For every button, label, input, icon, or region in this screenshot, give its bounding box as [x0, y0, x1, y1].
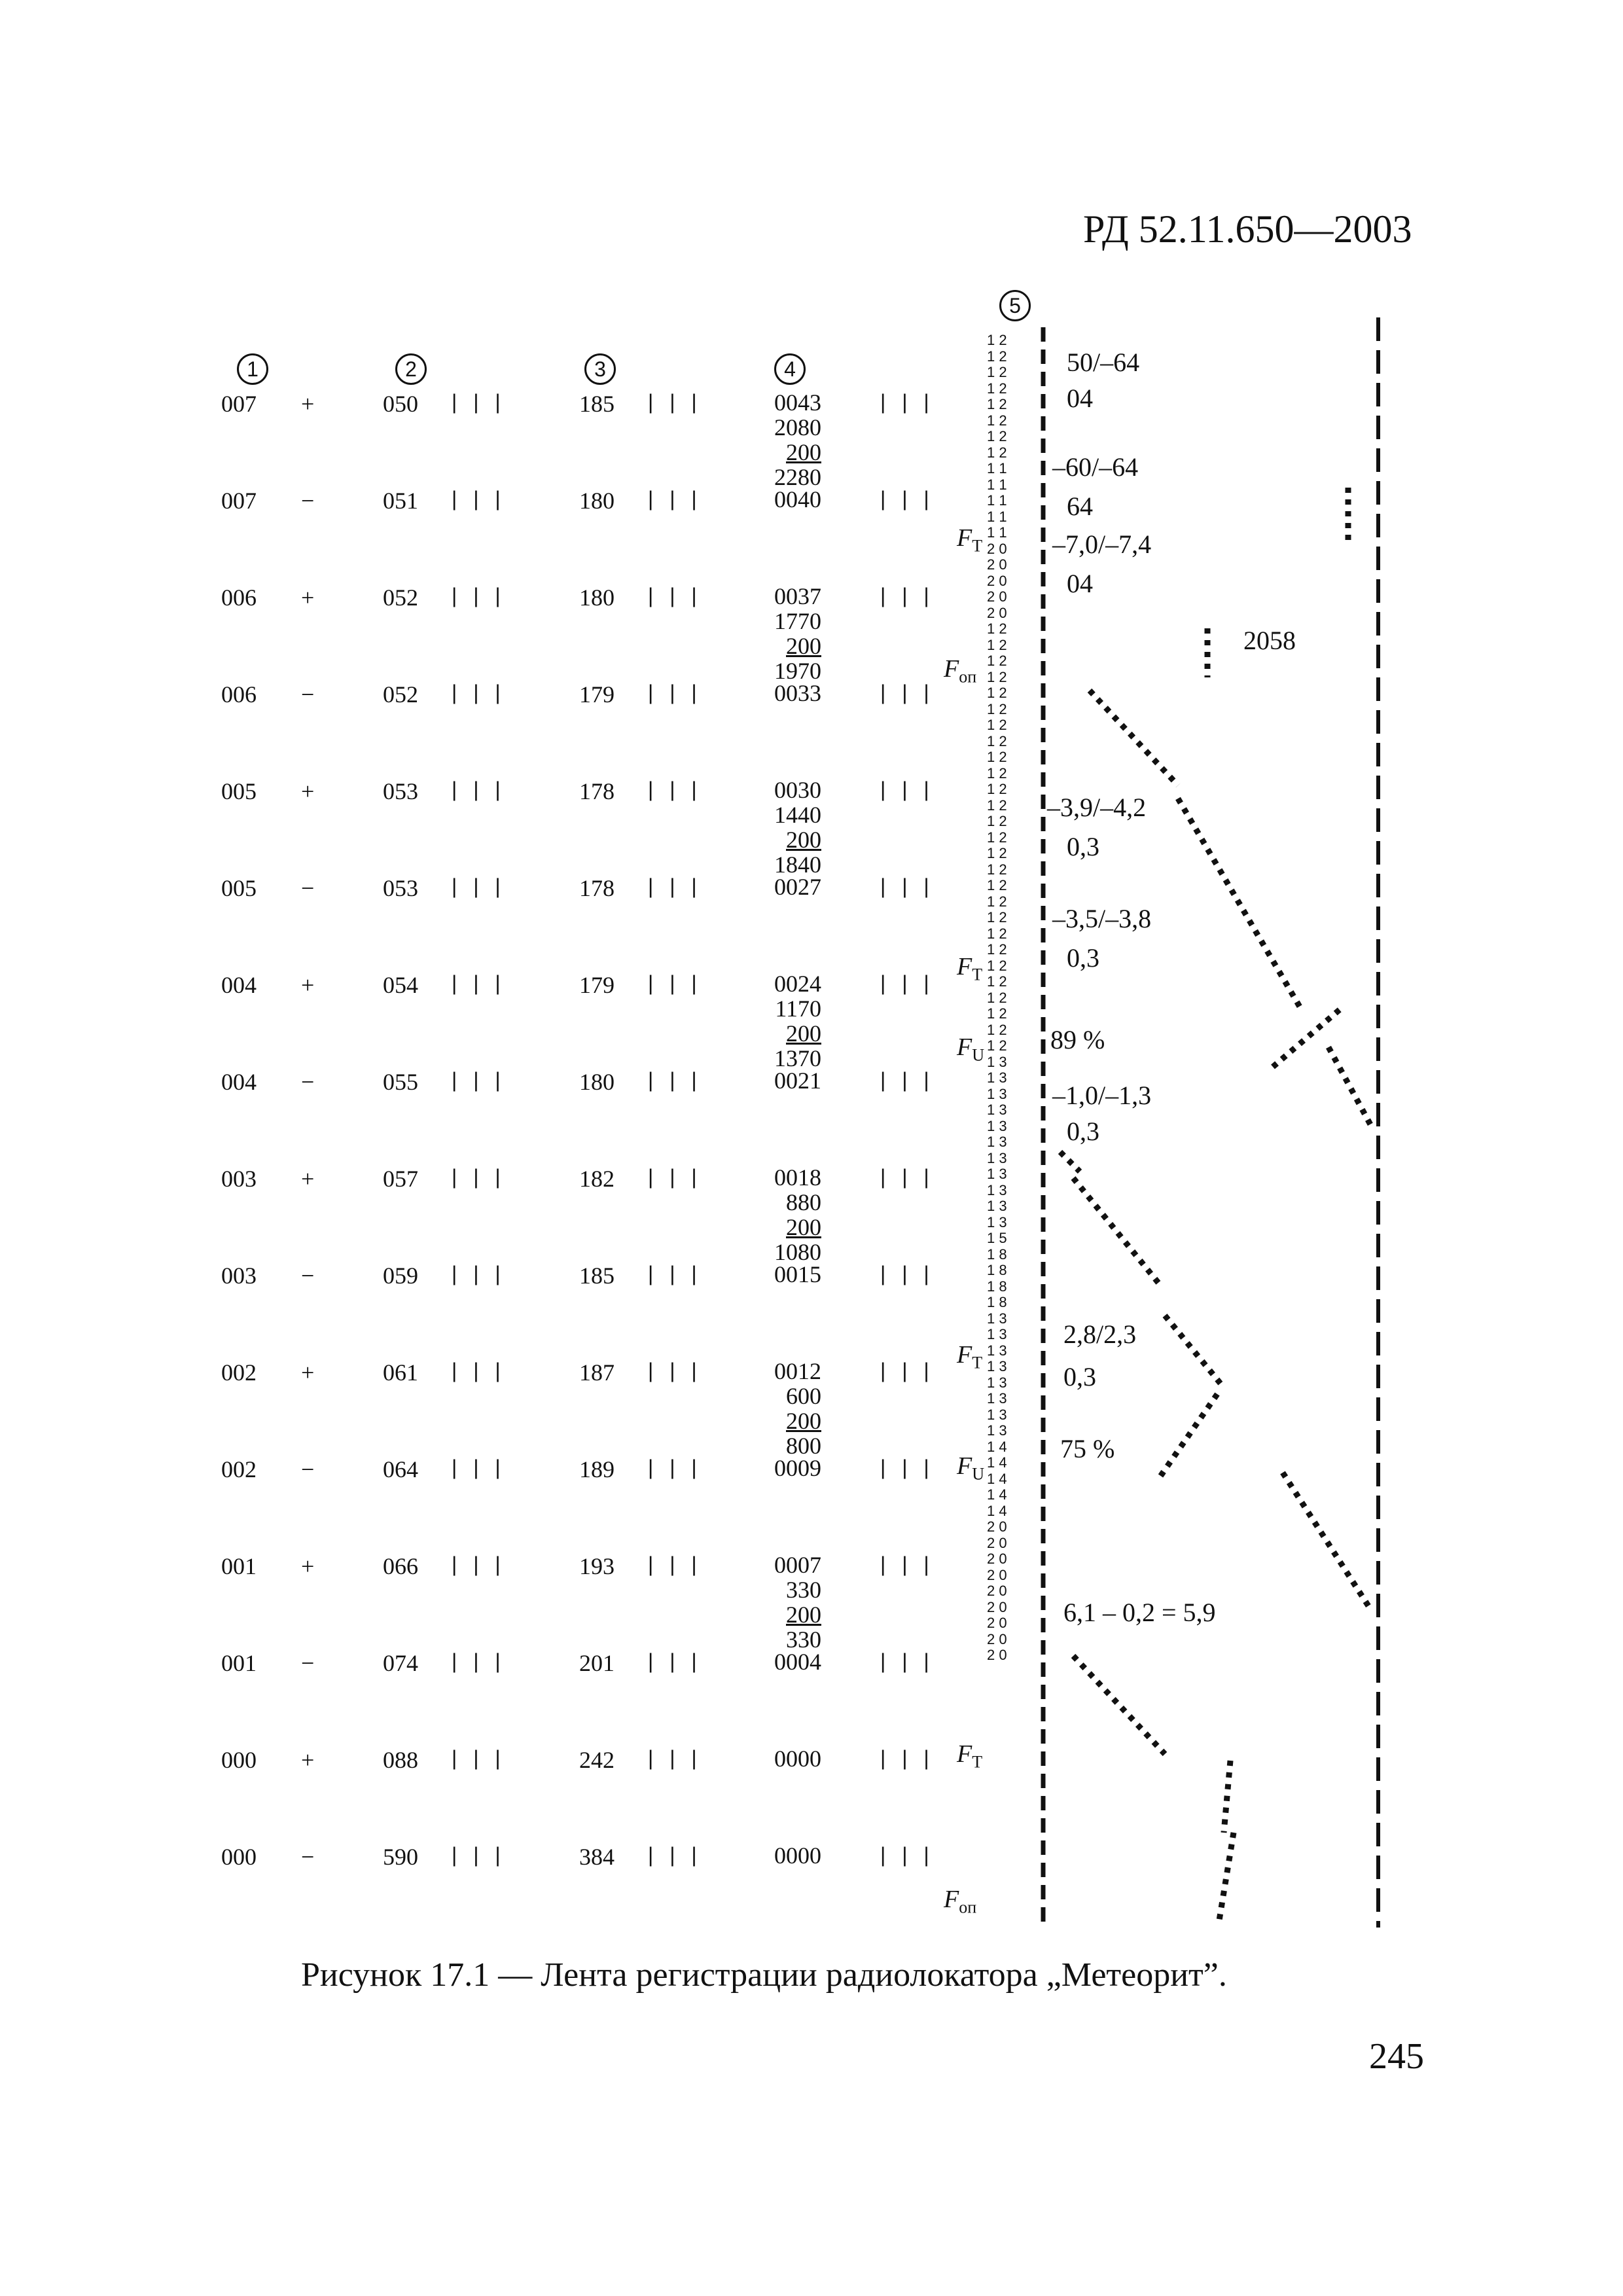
row-number: 001: [221, 1553, 257, 1579]
tick-marks: | | |: [880, 1165, 935, 1189]
tick-marks: | | |: [452, 1649, 506, 1673]
tick-marks: | | |: [648, 390, 702, 414]
tape-digit-pair: 1 2: [987, 893, 1007, 910]
tick-marks: | | |: [880, 971, 935, 995]
row-sign: +: [301, 1166, 315, 1192]
tick-marks: | | |: [648, 1165, 702, 1189]
annotation: 04: [1067, 384, 1093, 413]
tape-digit-pair: 1 2: [987, 941, 1007, 958]
annotation: 04: [1067, 569, 1093, 598]
document-header: РД 52.11.650—2003: [1083, 207, 1412, 251]
col3-value: 182: [579, 1166, 615, 1192]
col4-value: 200: [786, 1408, 821, 1434]
column-marker-3: 3: [584, 353, 616, 385]
tick-marks: | | |: [880, 1552, 935, 1576]
tape-digit-pair: 1 2: [987, 444, 1007, 461]
row-number: 003: [221, 1263, 257, 1289]
col4-value: 0000: [774, 1842, 821, 1869]
tape-digit-pair: 1 2: [987, 668, 1007, 685]
tick-marks: | | |: [880, 1746, 935, 1770]
tape-digit-pair: 1 2: [987, 428, 1007, 444]
tick-marks: | | |: [452, 584, 506, 607]
column-marker-5: 5: [999, 290, 1031, 321]
tick-marks: | | |: [880, 1649, 935, 1673]
tape-digit-pair: 1 2: [987, 1037, 1007, 1054]
row-number: 006: [221, 584, 257, 611]
tape-digit-pair: 2 0: [987, 604, 1007, 621]
tape-digit-pair: 1 2: [987, 957, 1007, 974]
tape-digit-pair: 1 2: [987, 877, 1007, 893]
row-number: 007: [221, 488, 257, 514]
col4-value: 0043: [774, 389, 821, 416]
row-number: 004: [221, 1069, 257, 1095]
annotation: 89 %: [1050, 1025, 1105, 1054]
tape-digit-pair: 1 4: [987, 1486, 1007, 1503]
tape-digit-pair: 1 2: [987, 685, 1007, 701]
col4-value: 0027: [774, 874, 821, 900]
annotation: 75 %: [1060, 1434, 1115, 1463]
col4-value: 1770: [774, 608, 821, 634]
tape-digit-pair: 2 0: [987, 1534, 1007, 1551]
tick-marks: | | |: [452, 1068, 506, 1092]
tick-marks: | | |: [452, 390, 506, 414]
tick-marks: | | |: [648, 1843, 702, 1867]
row-sign: +: [301, 584, 315, 611]
col4-value: 0012: [774, 1358, 821, 1384]
row-number: 005: [221, 875, 257, 901]
tape-digit-pair: 1 1: [987, 492, 1007, 509]
col4-value: 800: [786, 1433, 821, 1459]
col4-value: 200: [786, 1602, 821, 1628]
tick-marks: | | |: [648, 778, 702, 801]
tape-digit-pair: 1 2: [987, 700, 1007, 717]
tape-digit-pair: 1 2: [987, 1021, 1007, 1038]
tick-marks: | | |: [880, 390, 935, 414]
tape-digit-pair: 1 1: [987, 524, 1007, 541]
tape-digit-pair: 1 2: [987, 348, 1007, 365]
col4-value: 2280: [774, 464, 821, 490]
f-label-t: $F_T$: [957, 1341, 983, 1372]
f-label-u: $F_U$: [957, 1033, 984, 1065]
annotation: 50/–64: [1067, 348, 1140, 377]
col4-value: 200: [786, 827, 821, 853]
row-sign: −: [301, 1650, 315, 1676]
tape-digit-pair: 2 0: [987, 572, 1007, 589]
tape-digit-pair: 1 8: [987, 1246, 1007, 1263]
row-number: 000: [221, 1844, 257, 1870]
tape-digit-pair: 1 2: [987, 749, 1007, 765]
tape-digit-pair: 1 3: [987, 1053, 1007, 1070]
row-sign: −: [301, 1069, 315, 1095]
col2-value: 051: [383, 488, 418, 514]
tick-marks: | | |: [648, 584, 702, 607]
tape-digit-pair: 2 0: [987, 1551, 1007, 1567]
tape-digit-pair: 1 3: [987, 1358, 1007, 1374]
tape-digit-pair: 1 2: [987, 1005, 1007, 1022]
tape-digit-pair: 1 3: [987, 1374, 1007, 1391]
tick-marks: | | |: [648, 1746, 702, 1770]
tick-marks: | | |: [880, 681, 935, 704]
f-label-t: $F_T$: [957, 1740, 983, 1772]
row-sign: −: [301, 488, 315, 514]
row-number: 005: [221, 778, 257, 804]
column-marker-4: 4: [774, 353, 806, 385]
tape-digit-pair: 1 2: [987, 636, 1007, 653]
col2-value: 055: [383, 1069, 418, 1095]
tape-digit-pair: 1 3: [987, 1085, 1007, 1102]
page-number: 245: [1369, 2036, 1424, 2077]
tape-digit-pair: 1 2: [987, 861, 1007, 878]
annotation: 0,3: [1067, 1117, 1099, 1146]
col4-value: 600: [786, 1383, 821, 1409]
echo-traces: [1060, 488, 1371, 1924]
tick-marks: | | |: [452, 971, 506, 995]
row-sign: +: [301, 1553, 315, 1579]
row-sign: +: [301, 1747, 315, 1773]
tape-digit-pair: 1 2: [987, 412, 1007, 429]
col4-value: 200: [786, 633, 821, 659]
tick-marks: | | |: [648, 1552, 702, 1576]
tape-digit-pair: 1 1: [987, 508, 1007, 525]
col2-value: 590: [383, 1844, 418, 1870]
tape-digit-pair: 1 3: [987, 1326, 1007, 1342]
row-sign: +: [301, 1359, 315, 1386]
tape-digit-pair: 1 3: [987, 1213, 1007, 1230]
col3-value: 187: [579, 1359, 615, 1386]
tape-digit-pair: 1 2: [987, 764, 1007, 781]
column-marker-1: 1: [237, 353, 268, 385]
tape-digit-pair: 2 0: [987, 1566, 1007, 1583]
col4-value: 1970: [774, 658, 821, 684]
tick-marks: | | |: [452, 1165, 506, 1189]
col3-value: 185: [579, 1263, 615, 1289]
tick-marks: | | |: [452, 1746, 506, 1770]
col4-value: 0015: [774, 1261, 821, 1287]
col3-value: 189: [579, 1456, 615, 1482]
tape-digit-pair: 1 2: [987, 332, 1007, 348]
tick-marks: | | |: [880, 1843, 935, 1867]
row-sign: +: [301, 391, 315, 417]
tape-digit-pair: 1 2: [987, 653, 1007, 669]
col4-value: 880: [786, 1189, 821, 1215]
tick-marks: | | |: [648, 874, 702, 898]
row-number: 007: [221, 391, 257, 417]
col2-value: 066: [383, 1553, 418, 1579]
tape-digit-pair: 2 0: [987, 1598, 1007, 1615]
tape-digit-pair: 1 2: [987, 620, 1007, 637]
f-label-op: $F_{оп}$: [944, 1886, 977, 1917]
tape-digit-pair: 1 2: [987, 396, 1007, 412]
tape-digit-pair: 1 2: [987, 732, 1007, 749]
tape-digit-pair: 1 3: [987, 1117, 1007, 1134]
tick-marks: | | |: [452, 681, 506, 704]
tape-digit-pair: 1 2: [987, 925, 1007, 942]
col4-value: 1440: [774, 802, 821, 828]
col4-value: 1170: [775, 996, 821, 1022]
col3-value: 178: [579, 875, 615, 901]
col3-value: 193: [579, 1553, 615, 1579]
tape-digit-pair: 1 3: [987, 1422, 1007, 1439]
annotation: –1,0/–1,3: [1052, 1081, 1152, 1110]
tape-digit-pair: 1 4: [987, 1502, 1007, 1519]
row-sign: −: [301, 875, 315, 901]
tick-marks: | | |: [880, 487, 935, 511]
col3-value: 178: [579, 778, 615, 804]
tick-marks: | | |: [452, 1359, 506, 1382]
tick-marks: | | |: [880, 874, 935, 898]
col4-value: 0021: [774, 1067, 821, 1094]
tape-digit-pair: 2 0: [987, 1518, 1007, 1535]
col4-value: 0040: [774, 486, 821, 512]
col4-value: 1080: [774, 1239, 821, 1265]
col4-value: 0033: [774, 680, 821, 706]
tape-digit-pair: 1 2: [987, 813, 1007, 829]
tape-digit-pair: 1 2: [987, 909, 1007, 925]
tape-digit-pair: 2 0: [987, 1615, 1007, 1631]
tape-digit-pair: 1 4: [987, 1470, 1007, 1487]
col3-value: 384: [579, 1844, 615, 1870]
col2-value: 054: [383, 972, 418, 998]
col4-value: 200: [786, 439, 821, 465]
col4-value: 0018: [774, 1164, 821, 1191]
col4-value: 330: [786, 1626, 821, 1653]
annotation: 0,3: [1067, 943, 1099, 973]
tape-digit-pair: 1 2: [987, 380, 1007, 397]
row-sign: −: [301, 1844, 315, 1870]
col3-value: 180: [579, 1069, 615, 1095]
tick-marks: | | |: [452, 778, 506, 801]
tape-digit-pair: 1 2: [987, 973, 1007, 990]
annotation: 2,8/2,3: [1063, 1319, 1137, 1349]
tick-marks: | | |: [648, 487, 702, 511]
tape-digit-pair: 1 3: [987, 1390, 1007, 1407]
row-number: 000: [221, 1747, 257, 1773]
col2-value: 052: [383, 681, 418, 708]
col2-value: 057: [383, 1166, 418, 1192]
tape-digit-pair: 1 2: [987, 845, 1007, 861]
tape-digit-pair: 1 8: [987, 1278, 1007, 1295]
tape-digit-pair: 1 4: [987, 1454, 1007, 1471]
tape-digit-pair: 2 0: [987, 588, 1007, 605]
col3-value: 179: [579, 681, 615, 708]
figure-caption: Рисунок 17.1 — Лента регистрации радиолокатора „Метеорит”.: [301, 1956, 1227, 1994]
tape-digit-pair: 2 0: [987, 556, 1007, 573]
col4-value: 1840: [774, 852, 821, 878]
tape-digit-pair: 1 3: [987, 1342, 1007, 1359]
tape-digit-pair: 1 3: [987, 1406, 1007, 1423]
annotation: 2058: [1243, 626, 1296, 655]
col4-value: 200: [786, 1214, 821, 1240]
col3-value: 201: [579, 1650, 615, 1676]
row-sign: −: [301, 1456, 315, 1482]
tape-digit-pair: 1 2: [987, 797, 1007, 814]
tick-marks: | | |: [452, 487, 506, 511]
tick-marks: | | |: [452, 1552, 506, 1576]
annotation: 64: [1067, 492, 1093, 521]
annotation: 0,3: [1063, 1362, 1096, 1391]
tick-marks: | | |: [648, 1068, 702, 1092]
annotation: –7,0/–7,4: [1052, 529, 1152, 559]
column-marker-2: 2: [395, 353, 427, 385]
row-number: 004: [221, 972, 257, 998]
row-sign: +: [301, 972, 315, 998]
tape-digit-pair: 1 2: [987, 717, 1007, 733]
col4-value: 0007: [774, 1552, 821, 1578]
tick-marks: | | |: [452, 874, 506, 898]
row-sign: +: [301, 778, 315, 804]
tape-digit-pair: 2 0: [987, 1583, 1007, 1599]
col4-value: 0004: [774, 1649, 821, 1675]
tape-digit-pair: 1 3: [987, 1166, 1007, 1182]
col4-value: 200: [786, 1020, 821, 1047]
tape-digit-pair: 1 3: [987, 1069, 1007, 1086]
col2-value: 088: [383, 1747, 418, 1773]
row-sign: −: [301, 1263, 315, 1289]
col4-value: 0037: [774, 583, 821, 609]
tick-marks: | | |: [452, 1843, 506, 1867]
tape-digit-pair: 1 2: [987, 781, 1007, 797]
f-label-t: $F_T$: [957, 953, 983, 984]
tick-marks: | | |: [880, 778, 935, 801]
tape-digit-pair: 1 1: [987, 460, 1007, 476]
tick-marks: | | |: [880, 1262, 935, 1285]
col3-value: 180: [579, 584, 615, 611]
tick-marks: | | |: [648, 1262, 702, 1285]
tape-digit-pair: 1 3: [987, 1134, 1007, 1150]
col2-value: 064: [383, 1456, 418, 1482]
tick-marks: | | |: [880, 1359, 935, 1382]
tape-digit-pair: 2 0: [987, 540, 1007, 557]
annotation: –3,9/–4,2: [1047, 793, 1147, 822]
annotation: 0,3: [1067, 832, 1099, 861]
f-label-t: $F_T$: [957, 524, 983, 556]
col4-value: 0009: [774, 1455, 821, 1481]
row-sign: −: [301, 681, 315, 708]
col2-value: 061: [383, 1359, 418, 1386]
tick-marks: | | |: [648, 1649, 702, 1673]
tape-digit-pair: 2 0: [987, 1630, 1007, 1647]
tape-digit-pair: 1 2: [987, 829, 1007, 846]
tick-marks: | | |: [648, 971, 702, 995]
tape-digit-pair: 1 2: [987, 989, 1007, 1006]
row-number: 002: [221, 1359, 257, 1386]
row-number: 003: [221, 1166, 257, 1192]
col2-value: 059: [383, 1263, 418, 1289]
tick-marks: | | |: [452, 1262, 506, 1285]
col4-value: 2080: [774, 414, 821, 440]
row-number: 001: [221, 1650, 257, 1676]
tick-marks: | | |: [452, 1456, 506, 1479]
annotation: –3,5/–3,8: [1052, 904, 1152, 933]
tape-digit-pair: 1 3: [987, 1181, 1007, 1198]
col3-value: 179: [579, 972, 615, 998]
tape-digit-pair: 1 3: [987, 1149, 1007, 1166]
col3-value: 180: [579, 488, 615, 514]
row-number: 002: [221, 1456, 257, 1482]
tape-digit-pair: 1 3: [987, 1310, 1007, 1327]
tick-marks: | | |: [648, 1359, 702, 1382]
tape-digit-pair: 1 3: [987, 1102, 1007, 1118]
col4-value: 0024: [774, 971, 821, 997]
tape-digit-pair: 1 5: [987, 1230, 1007, 1246]
tick-marks: | | |: [880, 584, 935, 607]
annotation: 6,1 – 0,2 = 5,9: [1063, 1598, 1216, 1627]
col2-value: 052: [383, 584, 418, 611]
tape-digit-pair: 2 0: [987, 1647, 1007, 1663]
tick-marks: | | |: [880, 1068, 935, 1092]
tape-digit-pair: 1 2: [987, 364, 1007, 380]
col3-value: 185: [579, 391, 615, 417]
tape-digit-pair: 1 8: [987, 1294, 1007, 1310]
col4-value: 0000: [774, 1746, 821, 1772]
f-label-u: $F_U$: [957, 1452, 984, 1484]
col4-value: 0030: [774, 777, 821, 803]
tape-digit-pair: 1 8: [987, 1262, 1007, 1278]
col2-value: 074: [383, 1650, 418, 1676]
col2-value: 053: [383, 875, 418, 901]
col2-value: 050: [383, 391, 418, 417]
tick-marks: | | |: [648, 1456, 702, 1479]
col4-value: 330: [786, 1577, 821, 1603]
col4-value: 1370: [774, 1045, 821, 1071]
col2-value: 053: [383, 778, 418, 804]
annotation: –60/–64: [1052, 452, 1139, 482]
tape-digit-pair: 1 1: [987, 476, 1007, 493]
row-number: 006: [221, 681, 257, 708]
col3-value: 242: [579, 1747, 615, 1773]
tick-marks: | | |: [648, 681, 702, 704]
tape-digit-pair: 1 4: [987, 1438, 1007, 1455]
tape-digit-pair: 1 3: [987, 1198, 1007, 1214]
tick-marks: | | |: [880, 1456, 935, 1479]
f-label-op: $F_{оп}$: [944, 655, 977, 687]
